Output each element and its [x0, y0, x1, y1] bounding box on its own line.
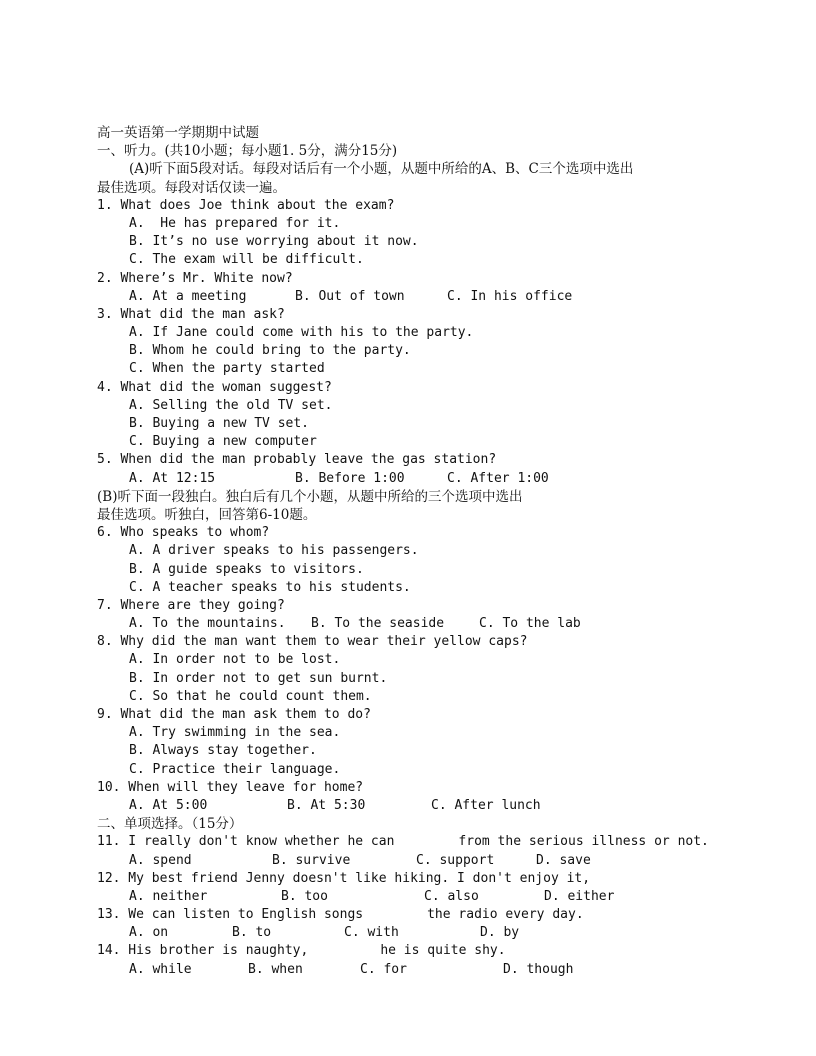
option-b: B. A guide speaks to visitors. [129, 561, 364, 577]
option-b: B. Out of town [295, 288, 405, 304]
question-stem: 4. What did the woman suggest? [97, 379, 332, 395]
option-b: B. It’s no use worrying about it now. [129, 234, 419, 250]
option-a: A. spend [129, 852, 192, 868]
option-a: A. while [129, 961, 192, 977]
question-stem: 7. Where are they going? [97, 597, 285, 613]
option-b: B. to [232, 925, 272, 941]
option-c: C. After lunch [431, 797, 541, 813]
option-a: A. In order not to be lost. [129, 652, 341, 668]
part-a-instruction: (A)听下面5段对话。每段对话后有一个小题，从题中所给的A、B、C三个选项中选出 [129, 161, 634, 178]
option-d: D. by [480, 925, 520, 941]
section-heading-single-choice: 二、单项选择。（15分） [97, 816, 243, 833]
option-a: A. At 12:15 [129, 470, 216, 486]
question-stem: 2. Where’s Mr. White now? [97, 270, 293, 286]
option-d: D. save [536, 852, 591, 868]
option-b: B. In order not to get sun burnt. [129, 670, 388, 686]
option-c: C. support [416, 852, 495, 868]
option-c: C. A teacher speaks to his students. [129, 579, 411, 595]
part-a-instruction-cont: 最佳选项。每段对话仅读一遍。 [97, 179, 286, 196]
part-b-instruction: (B)听下面一段独白。独白后有几个小题，从题中所给的三个选项中选出 [97, 488, 523, 505]
option-a: A. A driver speaks to his passengers. [129, 543, 419, 559]
options-row [97, 888, 797, 906]
option-c: C. Buying a new computer [129, 434, 317, 450]
options-row [97, 288, 797, 306]
option-a: A. At 5:00 [129, 797, 208, 813]
stem-before-blank: 13. We can listen to English songs [97, 907, 364, 923]
option-a: A. To the mountains. [129, 616, 286, 632]
stem-after-blank: from the serious illness or not. [458, 834, 709, 850]
page-title: 高一英语第一学期期中试题 [97, 125, 259, 141]
option-c: C. with [344, 925, 399, 941]
option-c: C. The exam will be difficult. [129, 252, 364, 268]
options-row [97, 852, 797, 870]
options-row [97, 961, 797, 979]
question-stem: 6. Who speaks to whom? [97, 525, 270, 541]
question-stem [97, 906, 797, 924]
options-row [97, 615, 797, 633]
option-b: B. Whom he could bring to the party. [129, 343, 411, 359]
question-stem [97, 833, 797, 851]
question-stem: 10. When will they leave for home? [97, 779, 364, 795]
option-a: A. on [129, 925, 169, 941]
stem-before-blank: 14. His brother is naughty, [97, 943, 309, 959]
option-a: A. Selling the old TV set. [129, 397, 333, 413]
option-a: A. Try swimming in the sea. [129, 725, 341, 741]
options-row [97, 470, 797, 488]
stem-after-blank: he is quite shy. [380, 943, 506, 959]
option-b: B. when [248, 961, 303, 977]
option-a: A. If Jane could come with his to the party. [129, 325, 474, 341]
option-c: C. After 1:00 [447, 470, 549, 486]
option-c: C. for [360, 961, 407, 977]
question-stem [97, 942, 797, 960]
option-c: C. also [424, 888, 479, 904]
option-c: C. So that he could count them. [129, 688, 372, 704]
option-c: C. Practice their language. [129, 761, 341, 777]
option-b: B. At 5:30 [287, 797, 366, 813]
exam-page [97, 124, 797, 979]
section-heading-listening: 一、听力。(共10小题；每小题1. 5分，满分15分) [97, 143, 398, 160]
option-b: B. Always stay together. [129, 743, 317, 759]
option-c: C. In his office [447, 288, 573, 304]
question-stem: 12. My best friend Jenny doesn't like hiking. I don't enjoy it, [97, 870, 591, 886]
stem-before-blank: 11. I really don't know whether he can [97, 834, 395, 850]
question-stem: 1. What does Joe think about the exam? [97, 197, 395, 213]
question-stem: 5. When did the man probably leave the gas station? [97, 452, 497, 468]
options-row [97, 797, 797, 815]
question-stem: 3. What did the man ask? [97, 306, 285, 322]
option-d: D. though [503, 961, 574, 977]
option-b: B. Before 1:00 [295, 470, 405, 486]
question-stem: 9. What did the man ask them to do? [97, 707, 371, 722]
option-c: C. To the lab [479, 616, 581, 632]
option-a: A. At a meeting [129, 288, 247, 304]
option-b: B. too [281, 888, 328, 904]
option-b: B. survive [272, 852, 351, 868]
options-row [97, 924, 797, 942]
option-b: B. To the seaside [311, 616, 445, 632]
stem-after-blank: the radio every day. [427, 907, 584, 923]
part-b-instruction-cont: 最佳选项。听独白，回答第6-10题。 [97, 506, 317, 523]
option-a: A. He has prepared for it. [129, 215, 341, 231]
option-b: B. Buying a new TV set. [129, 416, 310, 431]
option-d: D. either [544, 888, 615, 904]
question-stem: 8. Why did the man want them to wear their yellow caps? [97, 634, 528, 650]
option-a: A. neither [129, 888, 208, 904]
option-c: C. When the party started [129, 361, 325, 377]
